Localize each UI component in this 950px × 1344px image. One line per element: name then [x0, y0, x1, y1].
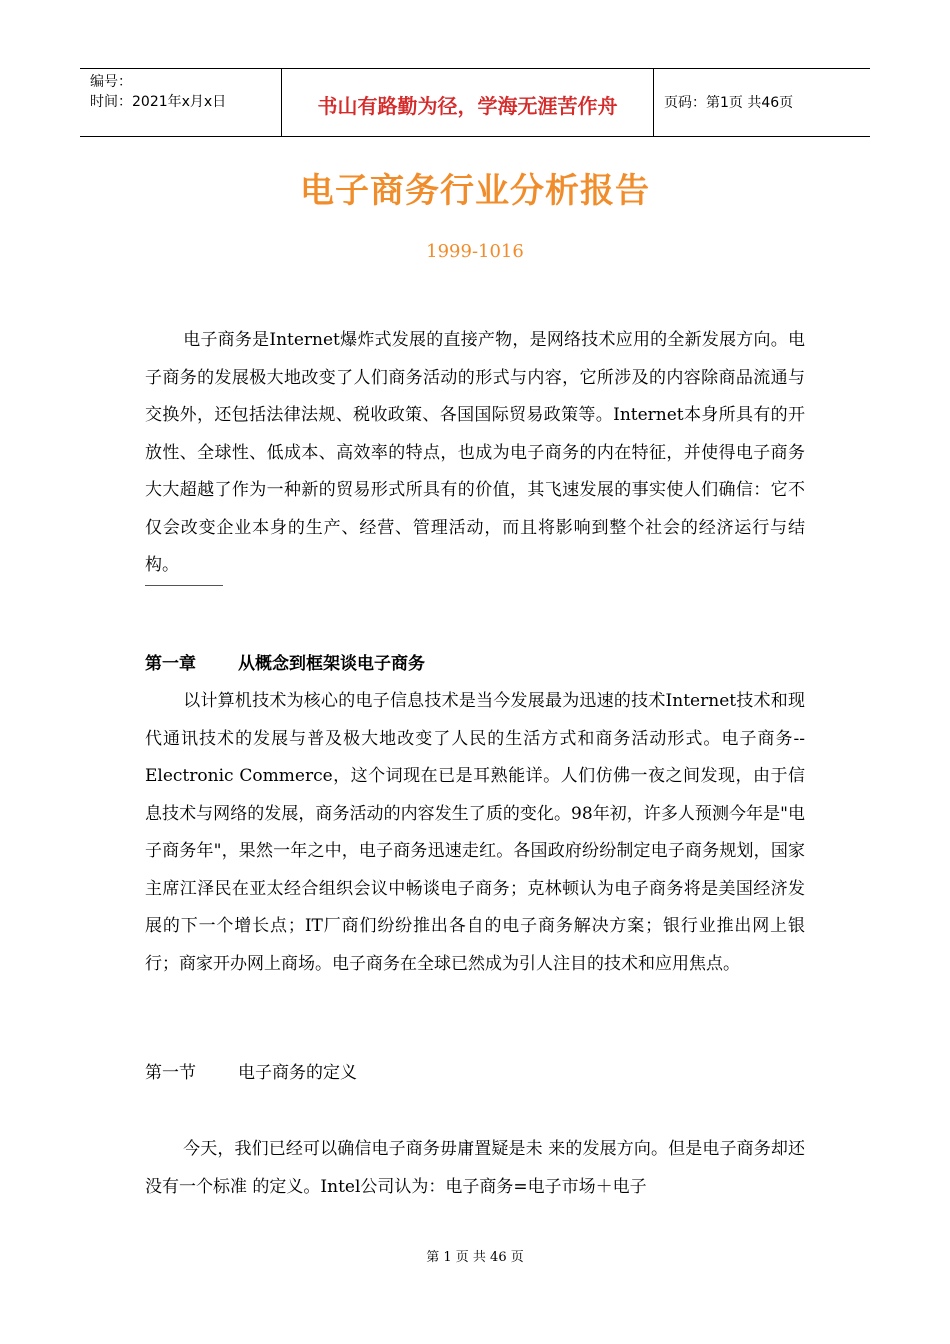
header-meta [80, 69, 281, 136]
page-header [80, 68, 870, 137]
section-body-text: 今天，我们已经可以确信电子商务毋庸置疑是未 来的发展方向。但是电子商务却还没有一个标准 的定义。Intel公司认为：电子商务=电子市场＋电子 [145, 1139, 805, 1197]
chapter-number: 第一章 [145, 654, 196, 674]
section-paragraph [145, 1131, 805, 1206]
document-title: 电子商务行业分析报告 [300, 171, 650, 211]
footnote-divider [145, 585, 223, 586]
document-number-label: 编号： [90, 74, 132, 90]
section-number: 第一节 [145, 1063, 196, 1083]
chapter-title: 从概念到框架谈电子商务 [238, 654, 425, 674]
motto-text: 书山有路勤为径，学海无涯苦作舟 [317, 94, 618, 118]
document-subtitle: 1999-1016 [426, 241, 524, 262]
chapter-paragraph [145, 683, 805, 983]
intro-text: 电子商务是Internet爆炸式发展的直接产物，是网络技术应用的全新发展方向。电子商务的发展极大地改变了人们商务活动的形式与内容，它所涉及的内容除商品流通与交换外，还包括法律法规、税收政策、各国国际贸易政策等。Internet本身所具有的开放性、全球性、低成本、高效率的特点，也成为电子商务的内在特征，并使得电子商务大大超越了作为一种新的贸易形式所具有的价值，其飞速发展的事实使人们确信：它不仅会改变企业本身的生产、经营、管理活动，而且将影响到整个社会的经济运行与结构。 [145, 330, 805, 575]
document-time-label: 时间：2021年x月x日 [90, 94, 227, 110]
chapter-body-text: 以计算机技术为核心的电子信息技术是当今发展最为迅速的技术Internet技术和现代通讯技术的发展与普及极大地改变了人民的生活方式和商务活动形式。电子商务--Electronic Commerce，这个词现在已是耳熟能详。人们仿佛一夜之间发现，由于信息技术与网络的发展，商务活动的内容发生了质的变化。98年初，许多人预测今年是"电子商务年"，果然一年之中，电子商务迅速走红。各国政府纷纷制定电子商务规划，国家主席江泽民在亚太经合组织会议中畅谈电子商务；克林顿认为电子商务将是美国经济发展的下一个增长点；IT厂商们纷纷推出各自的电子商务解决方案；银行业推出网上银行；商家开办网上商场。电子商务在全球已然成为引人注目的技术和应用焦点。 [145, 691, 805, 974]
header-page-code [654, 69, 870, 136]
section-heading [145, 1058, 357, 1083]
header-motto [281, 69, 654, 136]
chapter-heading [145, 649, 425, 674]
page-code-text: 页码：第1页 共46页 [664, 94, 794, 111]
page-footer: 第 1 页 共 46 页 [426, 1250, 524, 1265]
intro-paragraph [145, 322, 805, 585]
section-title: 电子商务的定义 [238, 1063, 357, 1083]
